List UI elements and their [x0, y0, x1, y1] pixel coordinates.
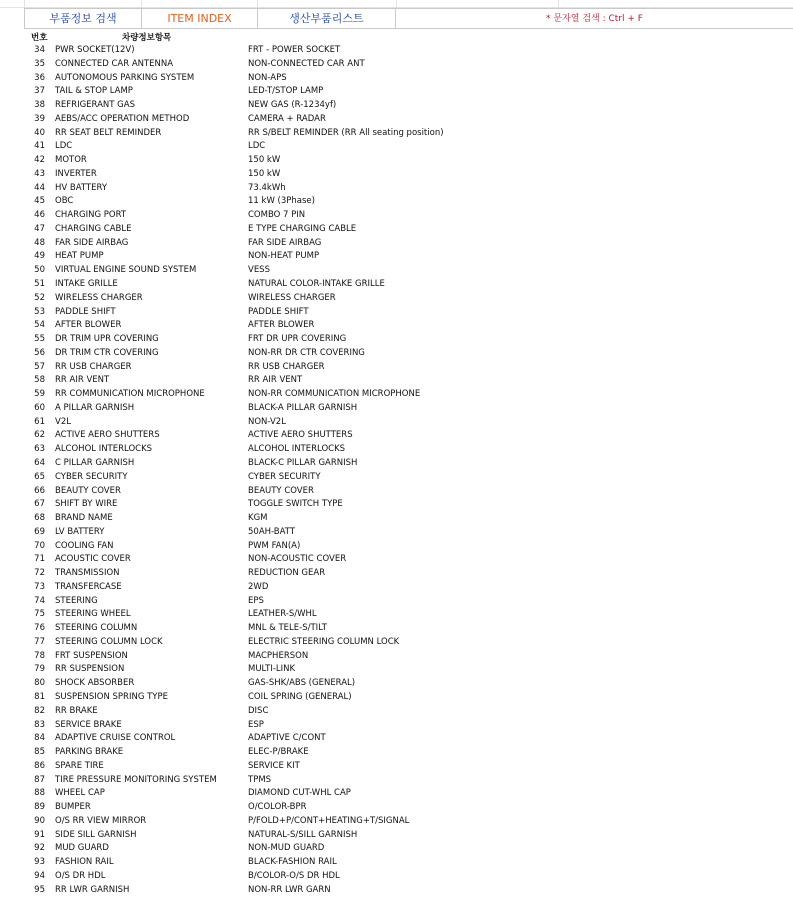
row-number[interactable]: 39: [34, 113, 45, 124]
table-row[interactable]: [0, 856, 793, 870]
table-row[interactable]: [0, 209, 793, 223]
item-value-cell[interactable]: TPMS: [248, 774, 272, 785]
item-name-cell[interactable]: BEAUTY COVER: [55, 485, 121, 496]
row-number[interactable]: 63: [34, 444, 45, 455]
row-number[interactable]: 87: [34, 774, 45, 785]
row-number[interactable]: 45: [34, 196, 45, 207]
item-value-cell[interactable]: NON-RR DR CTR COVERING: [248, 347, 365, 358]
table-row[interactable]: [0, 195, 793, 209]
table-row[interactable]: [0, 650, 793, 664]
item-name-cell[interactable]: AFTER BLOWER: [55, 320, 122, 331]
item-value-cell[interactable]: GAS-SHK/ABS (GENERAL): [248, 678, 356, 689]
table-row[interactable]: [0, 608, 793, 622]
row-number[interactable]: 80: [34, 678, 45, 689]
item-name-cell[interactable]: WHEEL CAP: [55, 788, 105, 799]
item-name-cell[interactable]: BUMPER: [55, 802, 91, 813]
item-value-cell[interactable]: KGM: [248, 513, 268, 524]
item-value-cell[interactable]: NATURAL-S/SILL GARNISH: [248, 829, 358, 840]
row-number[interactable]: 43: [34, 168, 45, 179]
row-number[interactable]: 89: [34, 802, 45, 813]
table-row[interactable]: [0, 457, 793, 471]
row-number[interactable]: 34: [34, 45, 45, 55]
item-value-cell[interactable]: FAR SIDE AIRBAG: [248, 237, 322, 248]
item-name-cell[interactable]: TRANSMISSION: [55, 568, 120, 579]
row-number[interactable]: 53: [34, 306, 45, 317]
item-name-cell[interactable]: WIRELESS CHARGER: [55, 292, 143, 303]
item-value-cell[interactable]: CYBER SECURITY: [248, 471, 321, 482]
row-number[interactable]: 84: [34, 733, 45, 744]
item-name-cell[interactable]: ACOUSTIC COVER: [55, 554, 131, 565]
item-name-cell[interactable]: LDC: [55, 141, 73, 152]
item-value-cell[interactable]: 2WD: [248, 581, 269, 592]
row-number[interactable]: 95: [34, 884, 45, 895]
item-name-cell[interactable]: PADDLE SHIFT: [55, 306, 116, 317]
item-value-cell[interactable]: MULTI-LINK: [248, 664, 296, 675]
table-row[interactable]: [0, 250, 793, 264]
table-row[interactable]: [0, 815, 793, 829]
table-row[interactable]: [0, 416, 793, 430]
item-value-cell[interactable]: E TYPE CHARGING CABLE: [248, 223, 357, 234]
item-value-cell[interactable]: NATURAL COLOR-INTAKE GRILLE: [248, 279, 385, 290]
table-row[interactable]: [0, 168, 793, 182]
item-name-cell[interactable]: A PILLAR GARNISH: [55, 402, 135, 413]
row-number[interactable]: 66: [34, 485, 45, 496]
item-name-cell[interactable]: INVERTER: [55, 168, 97, 179]
item-name-cell[interactable]: VIRTUAL ENGINE SOUND SYSTEM: [55, 265, 197, 276]
item-value-cell[interactable]: 150 kW: [248, 168, 281, 179]
table-row[interactable]: [0, 526, 793, 540]
item-name-cell[interactable]: SUSPENSION SPRING TYPE: [55, 691, 168, 702]
table-row[interactable]: [0, 223, 793, 237]
item-name-cell[interactable]: STEERING COLUMN LOCK: [55, 636, 163, 647]
item-name-cell[interactable]: FASHION RAIL: [55, 857, 114, 868]
row-number[interactable]: 60: [34, 402, 45, 413]
item-value-cell[interactable]: B/COLOR-O/S DR HDL: [248, 870, 340, 881]
item-name-cell[interactable]: PWR SOCKET(12V): [55, 45, 135, 55]
row-number[interactable]: 40: [34, 127, 45, 138]
row-number[interactable]: 38: [34, 100, 45, 111]
grid-line: [257, 0, 258, 7]
item-name-cell[interactable]: DR TRIM UPR COVERING: [55, 334, 159, 345]
item-value-cell[interactable]: MACPHERSON: [248, 650, 309, 661]
item-name-cell[interactable]: FAR SIDE AIRBAG: [55, 237, 129, 248]
item-value-cell[interactable]: RR USB CHARGER: [248, 361, 325, 372]
row-number[interactable]: 41: [34, 141, 45, 152]
item-value-cell[interactable]: 73.4kWh: [248, 182, 286, 193]
row-number[interactable]: 62: [34, 430, 45, 441]
table-row[interactable]: [0, 485, 793, 499]
table-row[interactable]: [0, 44, 793, 58]
row-number[interactable]: 81: [34, 691, 45, 702]
item-name-cell[interactable]: COOLING FAN: [55, 540, 114, 551]
table-row[interactable]: [0, 884, 793, 898]
table-row[interactable]: [0, 829, 793, 843]
item-value-cell[interactable]: REDUCTION GEAR: [248, 568, 326, 579]
item-index-button[interactable]: ITEM INDEX: [141, 8, 258, 29]
table-row[interactable]: [0, 429, 793, 443]
item-value-cell[interactable]: ELECTRIC STEERING COLUMN LOCK: [248, 636, 400, 647]
item-name-cell[interactable]: SIDE SILL GARNISH: [55, 829, 137, 840]
table-row[interactable]: [0, 374, 793, 388]
item-name-cell[interactable]: AEBS/ACC OPERATION METHOD: [55, 113, 190, 124]
item-value-cell[interactable]: EPS: [248, 595, 264, 606]
row-number[interactable]: 73: [34, 581, 45, 592]
row-number[interactable]: 58: [34, 375, 45, 386]
item-value-cell[interactable]: PWM FAN(A): [248, 540, 301, 551]
table-row[interactable]: [0, 677, 793, 691]
table-row[interactable]: [0, 58, 793, 72]
item-name-cell[interactable]: SERVICE BRAKE: [55, 719, 122, 730]
table-row[interactable]: [0, 402, 793, 416]
table-row[interactable]: [0, 719, 793, 733]
item-name-cell[interactable]: RR USB CHARGER: [55, 361, 132, 372]
item-value-cell[interactable]: BLACK-C PILLAR GARNISH: [248, 457, 358, 468]
table-row[interactable]: [0, 512, 793, 526]
table-row[interactable]: [0, 347, 793, 361]
item-value-cell[interactable]: O/COLOR-BPR: [248, 802, 307, 813]
item-name-cell[interactable]: SHIFT BY WIRE: [55, 499, 118, 510]
row-number[interactable]: 88: [34, 788, 45, 799]
row-number[interactable]: 67: [34, 499, 45, 510]
part-search-button[interactable]: 부품정보 검색: [24, 8, 142, 29]
table-row[interactable]: [0, 595, 793, 609]
table-row[interactable]: [0, 760, 793, 774]
row-number[interactable]: 75: [34, 609, 45, 620]
item-name-cell[interactable]: RR COMMUNICATION MICROPHONE: [55, 389, 205, 400]
item-name-cell[interactable]: ADAPTIVE CRUISE CONTROL: [55, 733, 176, 744]
row-number[interactable]: 85: [34, 747, 45, 758]
table-row[interactable]: [0, 842, 793, 856]
table-row[interactable]: [0, 540, 793, 554]
row-number[interactable]: 50: [34, 265, 45, 276]
item-name-cell[interactable]: STEERING: [55, 595, 98, 606]
row-number[interactable]: 79: [34, 664, 45, 675]
table-row[interactable]: [0, 264, 793, 278]
item-value-cell[interactable]: BLACK-A PILLAR GARNISH: [248, 402, 358, 413]
item-value-cell[interactable]: WIRELESS CHARGER: [248, 292, 336, 303]
table-row[interactable]: [0, 801, 793, 815]
row-number[interactable]: 35: [34, 58, 45, 69]
item-name-cell[interactable]: HEAT PUMP: [55, 251, 104, 262]
row-number[interactable]: 82: [34, 705, 45, 716]
item-value-cell[interactable]: ESP: [248, 719, 264, 730]
row-number[interactable]: 54: [34, 320, 45, 331]
row-number[interactable]: 52: [34, 292, 45, 303]
table-row[interactable]: [0, 182, 793, 196]
item-value-cell[interactable]: NEW GAS (R-1234yf): [248, 100, 337, 111]
row-number[interactable]: 93: [34, 857, 45, 868]
item-name-cell[interactable]: CHARGING CABLE: [55, 223, 132, 234]
item-name-cell[interactable]: FRT SUSPENSION: [55, 650, 128, 661]
table-row[interactable]: [0, 622, 793, 636]
item-name-cell[interactable]: CHARGING PORT: [55, 210, 127, 221]
row-number[interactable]: 90: [34, 815, 45, 826]
row-number[interactable]: 59: [34, 389, 45, 400]
table-row[interactable]: [0, 292, 793, 306]
item-name-cell[interactable]: SHOCK ABSORBER: [55, 678, 135, 689]
row-number[interactable]: 68: [34, 513, 45, 524]
grid-line: [396, 0, 397, 7]
item-name-cell[interactable]: ALCOHOL INTERLOCKS: [55, 444, 153, 455]
table-row[interactable]: [0, 388, 793, 402]
row-number[interactable]: 51: [34, 279, 45, 290]
table-row[interactable]: [0, 113, 793, 127]
item-name-cell[interactable]: DR TRIM CTR COVERING: [55, 347, 159, 358]
item-name-cell[interactable]: RR AIR VENT: [55, 375, 110, 386]
item-value-cell[interactable]: NON-RR COMMUNICATION MICROPHONE: [248, 389, 421, 400]
item-value-cell[interactable]: NON-V2L: [248, 416, 286, 427]
row-number[interactable]: 72: [34, 568, 45, 579]
search-hint: * 문자열 검색 : Ctrl + F: [396, 8, 793, 29]
item-name-cell[interactable]: CONNECTED CAR ANTENNA: [55, 58, 174, 69]
row-number[interactable]: 76: [34, 623, 45, 634]
row-number[interactable]: 77: [34, 636, 45, 647]
item-name-cell[interactable]: SPARE TIRE: [55, 760, 104, 771]
row-number[interactable]: 48: [34, 237, 45, 248]
row-number[interactable]: 70: [34, 540, 45, 551]
item-name-cell[interactable]: ACTIVE AERO SHUTTERS: [55, 430, 160, 441]
item-value-cell[interactable]: CAMERA + RADAR: [248, 113, 326, 124]
row-number[interactable]: 65: [34, 471, 45, 482]
item-value-cell[interactable]: AFTER BLOWER: [248, 320, 315, 331]
row-number[interactable]: 44: [34, 182, 45, 193]
item-name-cell[interactable]: RR SUSPENSION: [55, 664, 125, 675]
item-value-cell[interactable]: FRT DR UPR COVERING: [248, 334, 347, 345]
table-row[interactable]: [0, 278, 793, 292]
item-value-cell[interactable]: DIAMOND CUT-WHL CAP: [248, 788, 351, 799]
item-name-cell[interactable]: TAIL & STOP LAMP: [55, 86, 133, 97]
item-name-cell[interactable]: BRAND NAME: [55, 513, 113, 524]
table-row[interactable]: [0, 319, 793, 333]
row-number[interactable]: 49: [34, 251, 45, 262]
item-value-cell[interactable]: NON-CONNECTED CAR ANT: [248, 58, 365, 69]
table-row[interactable]: [0, 581, 793, 595]
item-name-cell[interactable]: MUD GUARD: [55, 843, 109, 854]
item-value-cell[interactable]: COIL SPRING (GENERAL): [248, 691, 352, 702]
item-value-cell[interactable]: BLACK-FASHION RAIL: [248, 857, 337, 868]
item-value-cell[interactable]: DISC: [248, 705, 269, 716]
row-number[interactable]: 61: [34, 416, 45, 427]
row-number[interactable]: 91: [34, 829, 45, 840]
row-number[interactable]: 57: [34, 361, 45, 372]
table-row[interactable]: [0, 870, 793, 884]
table-row[interactable]: [0, 154, 793, 168]
table-row[interactable]: [0, 237, 793, 251]
row-number[interactable]: 74: [34, 595, 45, 606]
production-list-button[interactable]: 생산부품리스트: [257, 8, 396, 29]
item-name-cell[interactable]: TRANSFERCASE: [55, 581, 122, 592]
row-number[interactable]: 37: [34, 86, 45, 97]
table-row[interactable]: [0, 636, 793, 650]
item-value-cell[interactable]: COMBO 7 PIN: [248, 210, 306, 221]
table-row[interactable]: [0, 553, 793, 567]
item-name-cell[interactable]: OBC: [55, 196, 74, 207]
item-value-cell[interactable]: NON-RR LWR GARN: [248, 884, 331, 895]
table-row[interactable]: [0, 127, 793, 141]
row-number[interactable]: 55: [34, 334, 45, 345]
item-name-cell[interactable]: TIRE PRESSURE MONITORING SYSTEM: [55, 774, 217, 785]
table-row[interactable]: [0, 567, 793, 581]
item-value-cell[interactable]: LDC: [248, 141, 266, 152]
sheet-header: [0, 8, 793, 30]
item-name-cell[interactable]: RR LWR GARNISH: [55, 884, 130, 895]
item-value-cell[interactable]: RR S/BELT REMINDER (RR All seating position): [248, 127, 444, 138]
item-name-cell[interactable]: RR SEAT BELT REMINDER: [55, 127, 162, 138]
grid-line: [141, 0, 142, 7]
row-number[interactable]: 78: [34, 650, 45, 661]
item-value-cell[interactable]: NON-HEAT PUMP: [248, 251, 320, 262]
item-value-cell[interactable]: VESS: [248, 265, 270, 276]
grid-line: [24, 0, 25, 7]
item-name-cell[interactable]: STEERING WHEEL: [55, 609, 131, 620]
item-value-cell[interactable]: ADAPTIVE C/CONT: [248, 733, 326, 744]
table-row[interactable]: [0, 498, 793, 512]
item-value-cell[interactable]: MNL & TELE-S/TILT: [248, 623, 327, 634]
row-number[interactable]: 64: [34, 457, 45, 468]
item-name-cell[interactable]: O/S DR HDL: [55, 870, 106, 881]
item-value-cell[interactable]: ALCOHOL INTERLOCKS: [248, 444, 346, 455]
item-value-cell[interactable]: 150 kW: [248, 155, 281, 166]
item-name-cell[interactable]: INTAKE GRILLE: [55, 279, 118, 290]
item-name-cell[interactable]: C PILLAR GARNISH: [55, 457, 135, 468]
item-value-cell[interactable]: LEATHER-S/WHL: [248, 609, 317, 620]
row-number[interactable]: 71: [34, 554, 45, 565]
table-row[interactable]: [0, 85, 793, 99]
item-name-cell[interactable]: HV BATTERY: [55, 182, 108, 193]
item-value-cell[interactable]: P/FOLD+P/CONT+HEATING+T/SIGNAL: [248, 815, 410, 826]
item-value-cell[interactable]: FRT - POWER SOCKET: [248, 45, 341, 55]
table-row[interactable]: [0, 691, 793, 705]
table-row[interactable]: [0, 732, 793, 746]
table-row[interactable]: [0, 746, 793, 760]
table-row[interactable]: [0, 306, 793, 320]
table-row[interactable]: [0, 705, 793, 719]
item-value-cell[interactable]: NON-ACOUSTIC COVER: [248, 554, 347, 565]
item-name-cell[interactable]: REFRIGERANT GAS: [55, 100, 135, 111]
column-header-number: 번호: [31, 33, 48, 43]
item-value-cell[interactable]: NON-MUD GUARD: [248, 843, 325, 854]
table-row[interactable]: [0, 72, 793, 86]
row-number[interactable]: 83: [34, 719, 45, 730]
row-number[interactable]: 36: [34, 72, 45, 83]
item-name-cell[interactable]: STEERING COLUMN: [55, 623, 138, 634]
row-number[interactable]: 56: [34, 347, 45, 358]
table-row[interactable]: [0, 663, 793, 677]
item-name-cell[interactable]: LV BATTERY: [55, 526, 105, 537]
item-value-cell[interactable]: ELEC-P/BRAKE: [248, 747, 309, 758]
row-number[interactable]: 94: [34, 870, 45, 881]
item-value-cell[interactable]: 50AH-BATT: [248, 526, 296, 537]
table-row[interactable]: [0, 361, 793, 375]
row-number[interactable]: 47: [34, 223, 45, 234]
item-name-cell[interactable]: PARKING BRAKE: [55, 747, 124, 758]
item-value-cell[interactable]: SERVICE KIT: [248, 760, 300, 771]
grid-line: [558, 0, 559, 7]
table-row[interactable]: [0, 774, 793, 788]
table-row[interactable]: [0, 99, 793, 113]
row-number[interactable]: 86: [34, 760, 45, 771]
item-name-cell[interactable]: CYBER SECURITY: [55, 471, 128, 482]
row-number[interactable]: 92: [34, 843, 45, 854]
item-value-cell[interactable]: 11 kW (3Phase): [248, 196, 315, 207]
item-value-cell[interactable]: RR AIR VENT: [248, 375, 303, 386]
row-number[interactable]: 69: [34, 526, 45, 537]
table-row[interactable]: [0, 471, 793, 485]
table-row[interactable]: [0, 787, 793, 801]
item-value-cell[interactable]: BEAUTY COVER: [248, 485, 314, 496]
row-number[interactable]: 42: [34, 155, 45, 166]
item-name-cell[interactable]: RR BRAKE: [55, 705, 98, 716]
item-value-cell[interactable]: NON-APS: [248, 72, 287, 83]
column-header-item: 차량정보항목: [122, 33, 172, 43]
item-name-cell[interactable]: V2L: [55, 416, 71, 427]
row-number[interactable]: 46: [34, 210, 45, 221]
item-value-cell[interactable]: LED-T/STOP LAMP: [248, 86, 324, 97]
item-name-cell[interactable]: O/S RR VIEW MIRROR: [55, 815, 147, 826]
item-name-cell[interactable]: AUTONOMOUS PARKING SYSTEM: [55, 72, 195, 83]
item-value-cell[interactable]: TOGGLE SWITCH TYPE: [248, 499, 343, 510]
item-table: [0, 44, 793, 897]
table-row[interactable]: [0, 443, 793, 457]
table-row[interactable]: [0, 140, 793, 154]
table-row[interactable]: [0, 333, 793, 347]
item-name-cell[interactable]: MOTOR: [55, 155, 87, 166]
item-value-cell[interactable]: PADDLE SHIFT: [248, 306, 309, 317]
item-value-cell[interactable]: ACTIVE AERO SHUTTERS: [248, 430, 353, 441]
